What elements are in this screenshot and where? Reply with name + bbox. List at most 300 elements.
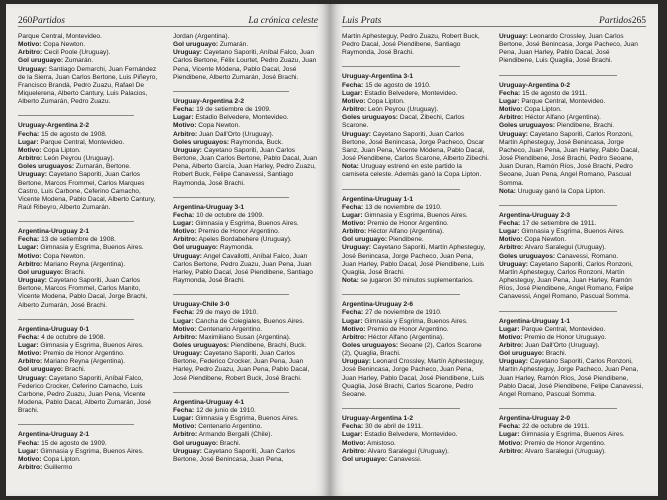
right-section-name: Partidos bbox=[599, 16, 632, 26]
detail-text: Cecil Poole (Uruguay). bbox=[44, 49, 111, 57]
detail-label: Motivo: bbox=[173, 228, 197, 236]
match-detail-line bbox=[18, 456, 163, 464]
detail-text: Parque Central, Montevideo. bbox=[40, 138, 125, 146]
match-title: Argentina-Uruguay 2-3 bbox=[499, 211, 571, 219]
match-detail-line bbox=[18, 342, 163, 350]
match-detail-line bbox=[499, 440, 646, 448]
left-running-title: La crónica celeste bbox=[248, 16, 318, 26]
detail-text: Brachi. bbox=[219, 439, 241, 447]
match-detail-line bbox=[173, 33, 318, 41]
match-detail-line bbox=[342, 114, 489, 130]
detail-label: Uruguay: bbox=[173, 447, 202, 455]
detail-label: Lugar: bbox=[342, 89, 363, 97]
match-entry bbox=[18, 122, 163, 212]
match-detail-line bbox=[342, 440, 489, 448]
detail-text: Dacal, Zibechi, Carlos Scarone. bbox=[342, 114, 465, 130]
detail-text: Zumarán. bbox=[64, 57, 94, 65]
detail-label: Uruguay: bbox=[499, 130, 528, 138]
right-page-header bbox=[342, 4, 646, 27]
detail-label: Lugar: bbox=[173, 219, 194, 227]
left-column-2 bbox=[173, 33, 318, 481]
match-detail-line bbox=[18, 334, 163, 342]
detail-label: Lugar: bbox=[173, 114, 194, 122]
detail-text: 15 de agosto de 1910. bbox=[365, 81, 431, 89]
match-detail-line bbox=[499, 33, 646, 66]
detail-label: Fecha: bbox=[499, 219, 521, 227]
match-detail-line bbox=[499, 188, 646, 196]
detail-label: Fecha: bbox=[173, 106, 195, 114]
detail-text: Premio de Honor Argentino. bbox=[43, 350, 125, 358]
match-detail-line bbox=[499, 253, 646, 261]
detail-text: Gimnasia y Esgrima, Buenos Aires. bbox=[364, 211, 468, 219]
entry-divider bbox=[342, 189, 460, 190]
detail-label: Lugar: bbox=[499, 228, 520, 236]
match-detail-line bbox=[342, 228, 489, 236]
detail-label: Arbitro: bbox=[173, 431, 198, 439]
match-entry bbox=[342, 301, 489, 399]
match-detail-line bbox=[342, 106, 489, 114]
detail-text: León Peyrou (Uruguay). bbox=[368, 106, 439, 114]
left-column-1 bbox=[18, 33, 163, 481]
match-entry bbox=[173, 98, 318, 188]
right-page bbox=[330, 4, 658, 496]
detail-label: Arbitro: bbox=[499, 114, 524, 122]
detail-text: 30 de abril de 1911. bbox=[365, 423, 423, 431]
match-detail-line bbox=[499, 244, 646, 252]
match-detail-line bbox=[342, 33, 489, 57]
detail-label: Goles uruguayos: bbox=[499, 252, 556, 260]
detail-text: Premio de Honor Uruguayo. bbox=[524, 333, 607, 341]
detail-text: Cayetano Saporiti, Martín Aphesteguy, José Benincasa, Jorge Pacheco, Juan Pena, Juan Harley, Pablo Dacal, José Piendibene, Luis Quaglia, José Brachi. bbox=[342, 244, 486, 276]
match-detail-line bbox=[18, 244, 163, 252]
detail-label: Nota: bbox=[342, 277, 359, 285]
entry-divider bbox=[173, 392, 289, 393]
match-detail-line bbox=[499, 448, 646, 456]
match-detail-line bbox=[173, 253, 318, 286]
detail-label: Uruguay: bbox=[342, 358, 371, 366]
detail-text: Cayetano Saporiti, Aníbal Falco, Juan Carlos Bertone, Félix Lourtet, Pedro Zuazu, Juan Pena, Vicente Módena, Pablo Dacal, José Piendibene, Alberto Zumarán, José Brachi. bbox=[173, 49, 317, 81]
entry-divider bbox=[18, 319, 134, 320]
detail-text: Angel Cavallotti, Aníbal Falco, Juan Carlos Bertone, Pedro Zuazu, Juan Pena, Juan Harley, Pablo Dacal, José Piendibene, Santiago Raymonda, José Brachi. bbox=[173, 252, 313, 285]
right-page-number: 265 bbox=[631, 16, 646, 26]
detail-label: Arbitro: bbox=[342, 228, 367, 236]
entry-divider bbox=[499, 205, 617, 206]
match-detail-line bbox=[342, 212, 489, 220]
detail-label: Arbitro: bbox=[18, 464, 43, 472]
detail-label: Lugar: bbox=[499, 97, 520, 105]
detail-label: Motivo: bbox=[173, 122, 197, 130]
detail-label: Motivo: bbox=[18, 252, 42, 260]
detail-text: Gimnasia y Esgrima, Buenos Aires. bbox=[195, 219, 299, 227]
detail-label: Fecha: bbox=[173, 406, 195, 414]
detail-label: Fecha: bbox=[342, 423, 364, 431]
detail-text: Cayetano Saporiti, Juan Carlos Bertone, José Benincasa, Jorge Pacheco, Oscar Sanz, Juan Pena, Vicente Módena, Pablo Dacal, José Piendibene, Carlos Scarone, Alberto Zibechi. bbox=[342, 130, 489, 163]
detail-label: Gol uruguayo: bbox=[18, 366, 64, 374]
match-detail-line bbox=[18, 131, 163, 139]
right-column-1 bbox=[342, 33, 489, 473]
detail-text: Cayetano Saporiti, Juan Carlos Bertone, Federico Crocker, Juan Pena, Juan Harley, Pedro Zuazu, Juan Pena, Pablo Dacal, José Piendibene, Robert Buck, José Brachi. bbox=[173, 350, 310, 382]
detail-label: Arbitro: bbox=[499, 342, 524, 349]
detail-label: Motivo: bbox=[499, 236, 523, 244]
detail-text: Guillermo bbox=[44, 464, 73, 472]
match-detail-line bbox=[173, 228, 318, 236]
detail-text: 12 de junio de 1910. bbox=[196, 406, 256, 414]
detail-text: Piendibene, Brachi. bbox=[556, 122, 615, 130]
detail-text: Brachi. bbox=[64, 366, 86, 374]
match-detail-line bbox=[18, 269, 163, 277]
match-title: Argentina-Uruguay 2-6 bbox=[342, 301, 414, 309]
detail-text: Alvaro Saralegui (Uruguay). bbox=[524, 447, 607, 455]
entry-divider bbox=[499, 75, 617, 76]
detail-label: Lugar: bbox=[18, 447, 39, 455]
right-column-2 bbox=[499, 33, 646, 473]
detail-label: Gol uruguayo: bbox=[173, 439, 219, 447]
match-detail-line bbox=[342, 318, 489, 326]
match-detail-line bbox=[173, 407, 318, 415]
detail-text: Parque Central, Montevideo. bbox=[521, 97, 606, 105]
detail-text: Gimnasia y Esgrima, Buenos Aires. bbox=[364, 317, 468, 325]
match-detail-line bbox=[173, 350, 318, 383]
match-title: Argentina-Uruguay 1-1 bbox=[342, 195, 414, 203]
detail-text: Mariano Reyna (Argentina). bbox=[44, 358, 126, 366]
entry-divider bbox=[342, 408, 460, 409]
detail-text: Copa Lipton. bbox=[43, 455, 81, 463]
detail-text: Héctor Alfano (Argentina). bbox=[368, 228, 444, 236]
match-detail-line bbox=[18, 139, 163, 147]
detail-text: Juan Dall'Orto (Uruguay). bbox=[525, 342, 600, 349]
match-detail-line bbox=[18, 464, 163, 472]
match-title: Argentina-Uruguay 0-1 bbox=[18, 325, 90, 333]
detail-label: Uruguay: bbox=[173, 350, 202, 358]
detail-label: Motivo: bbox=[499, 106, 523, 114]
match-detail-line bbox=[173, 49, 318, 82]
match-detail-line bbox=[173, 244, 318, 252]
match-detail-line bbox=[499, 90, 646, 98]
detail-text: Cancha de Colegiales, Buenos Aires. bbox=[195, 317, 305, 325]
match-title: Uruguay-Argentina 3-1 bbox=[342, 73, 414, 81]
detail-text: León Peyrou (Uruguay). bbox=[44, 155, 115, 163]
detail-label: Fecha: bbox=[18, 130, 40, 138]
match-entry bbox=[18, 431, 163, 472]
detail-text: Copa Newton. bbox=[43, 41, 86, 49]
detail-text: Juan Dall'Orto (Uruguay). bbox=[199, 130, 274, 138]
detail-text: Zumarán, Bertone. bbox=[75, 163, 131, 171]
match-detail-line bbox=[499, 261, 646, 302]
match-detail-line bbox=[342, 334, 489, 342]
detail-label: Motivo: bbox=[499, 333, 523, 341]
match-detail-line bbox=[18, 253, 163, 261]
match-detail-line bbox=[18, 358, 163, 366]
match-detail-line bbox=[499, 342, 646, 350]
match-detail-line bbox=[18, 171, 163, 212]
match-detail-line bbox=[173, 423, 318, 431]
match-entry bbox=[18, 326, 163, 416]
detail-label: Uruguay: bbox=[499, 358, 528, 366]
match-detail-line bbox=[499, 350, 646, 358]
detail-label: Arbitro: bbox=[18, 49, 43, 57]
match-detail-line bbox=[499, 236, 646, 244]
match-detail-line bbox=[499, 106, 646, 114]
detail-label: Fecha: bbox=[342, 203, 364, 211]
detail-label: Motivo: bbox=[18, 350, 42, 358]
left-page-columns bbox=[6, 33, 330, 481]
match-entry bbox=[499, 33, 646, 66]
detail-label: Fecha: bbox=[18, 236, 40, 244]
match-detail-line bbox=[499, 326, 646, 334]
detail-label: Lugar: bbox=[18, 244, 39, 252]
detail-text: Cayetano Saporiti, Juan Carlos Bertone, Marcos Frommel, Carlos Manito, Vicente Modena, Pablo Dacal, Jorge Brachi, Alberto Zumarán, José Brachi. bbox=[18, 277, 148, 309]
detail-label: Fecha: bbox=[173, 211, 195, 219]
match-detail-line bbox=[342, 342, 489, 358]
detail-label: Goles uruguayos: bbox=[173, 342, 230, 349]
match-detail-line bbox=[499, 114, 646, 122]
detail-text: 19 de setiembre de 1909. bbox=[196, 106, 271, 114]
match-detail-line bbox=[173, 448, 318, 464]
match-title: Argentina-Uruguay 2-0 bbox=[499, 415, 571, 423]
detail-text: 10 de octubre de 1909. bbox=[196, 211, 264, 219]
detail-label: Goles uruguayos: bbox=[342, 114, 399, 122]
match-title: Uruguay-Argentina 1-2 bbox=[342, 415, 414, 423]
match-detail-line bbox=[499, 220, 646, 228]
match-detail-line bbox=[173, 326, 318, 334]
match-detail-line bbox=[499, 228, 646, 236]
match-title: Argentina-Uruguay 2-1 bbox=[18, 228, 90, 236]
detail-text: Canavessi. bbox=[388, 455, 422, 463]
detail-label: Fecha: bbox=[342, 81, 364, 89]
match-detail-line bbox=[342, 220, 489, 228]
detail-label: Arbitro: bbox=[18, 260, 43, 268]
detail-text: Cayetano Saporiti, Carlos Ronzoni, Martín Aphesteguy, José Benincasa, Jorge Pacheco, Juan Pena, Juan Harley, Pablo Dacal, José Piendibene, José Brachi, Pedro Seoane, Juan Duran, Ramón Ríos, José Brachi, Pedro Seoane, Juan Pena, Angel Romano, Pascual Somma. bbox=[499, 130, 640, 187]
match-detail-line bbox=[173, 309, 318, 317]
detail-label: Lugar: bbox=[499, 325, 520, 333]
detail-text: Canavessi, Romano. bbox=[556, 252, 619, 260]
match-entry bbox=[18, 228, 163, 310]
match-detail-line bbox=[18, 236, 163, 244]
detail-text: Jordan (Argentina). bbox=[173, 33, 230, 40]
detail-label: Uruguay: bbox=[173, 49, 202, 57]
detail-label: Goles uruguayos: bbox=[18, 163, 75, 171]
book-spread bbox=[6, 4, 658, 496]
entry-divider bbox=[18, 115, 134, 116]
match-detail-line bbox=[499, 334, 646, 342]
detail-text: Centenario Argentino. bbox=[198, 325, 263, 333]
detail-text: Zumarán. bbox=[219, 41, 249, 49]
match-detail-line bbox=[18, 155, 163, 163]
match-detail-line bbox=[499, 131, 646, 188]
detail-label: Gol uruguayo: bbox=[173, 244, 219, 252]
match-detail-line bbox=[342, 204, 489, 212]
match-detail-line bbox=[173, 415, 318, 423]
detail-text: Cayetano Saporiti, Juan Carlos Bertone, Juan Carlos Bertone, Pablo Dacal, Juan Pena, Alberto García, Juan Harley, Pedro Zuazu, Robert Buck, Felipe Canavessi, Santiago Raymonda, José Brachi. bbox=[173, 146, 318, 187]
match-title: Argentina-Uruguay 3-1 bbox=[173, 203, 245, 211]
detail-label: Gol uruguayo: bbox=[18, 57, 64, 65]
match-entry bbox=[173, 399, 318, 464]
detail-label: Motivo: bbox=[18, 41, 42, 49]
detail-label: Arbitro: bbox=[18, 358, 43, 366]
detail-text: Copa Newton. bbox=[43, 252, 86, 260]
detail-text: Premio de Honor Argentino. bbox=[524, 439, 606, 447]
detail-text: Cayetano Saporiti, Juan Carlos Bertone, Marcos Frommel, Carlos Marques Castro, Luis Carbone, Ceferino Camacho, Vicente Modena, Pablo Dacal, Alberto Cantury, Raúl Ribeyro, Alberto Zumarán. bbox=[18, 171, 156, 211]
match-entry bbox=[342, 33, 489, 57]
match-detail-line bbox=[18, 33, 163, 41]
detail-text: Copa Newton. bbox=[524, 236, 567, 244]
entry-divider bbox=[342, 294, 460, 295]
match-detail-line bbox=[173, 212, 318, 220]
match-detail-line bbox=[342, 82, 489, 90]
match-detail-line bbox=[173, 139, 318, 147]
match-detail-line bbox=[342, 236, 489, 244]
detail-text: Amistoso. bbox=[366, 439, 396, 447]
match-entry bbox=[499, 415, 646, 456]
detail-text: Raymonda. bbox=[219, 244, 254, 252]
detail-text: 15 de agosto de 1908. bbox=[41, 130, 107, 138]
detail-label: Uruguay: bbox=[18, 374, 47, 382]
detail-label: Arbitro: bbox=[342, 447, 367, 455]
match-detail-line bbox=[173, 318, 318, 326]
match-title: Argentina-Uruguay 2-1 bbox=[18, 431, 90, 439]
match-detail-line bbox=[173, 236, 318, 244]
match-entry bbox=[499, 212, 646, 302]
match-detail-line bbox=[173, 440, 318, 448]
detail-label: Uruguay: bbox=[173, 252, 202, 260]
detail-text: Santiago Demarchi, Juan Fernández de la Sierra, Juan Carlos Bertone, Luis Piñeyro, Francisco Brandá, Pedro Zuazu, Rafael De Miquelerena, Alberto Cantury, Luis Palacios, Alberto Zumarán, Pedro Zuazu. bbox=[18, 65, 158, 106]
detail-text: Gimnasia y Esgrima, Buenos Aires. bbox=[40, 342, 144, 349]
detail-text: Héctor Alfano (Argentina). bbox=[368, 333, 444, 341]
detail-label: Gol uruguayo: bbox=[342, 455, 388, 463]
detail-label: Arbitro: bbox=[173, 236, 198, 244]
detail-text: Cayetano Saporiti, Juan Carlos Bertone, José Benincasa, Juan Pena, bbox=[173, 447, 296, 463]
match-detail-line bbox=[18, 147, 163, 155]
detail-label: Uruguay: bbox=[342, 244, 371, 252]
match-detail-line bbox=[18, 49, 163, 57]
detail-label: Arbitro: bbox=[499, 244, 524, 252]
entry-divider bbox=[499, 408, 617, 409]
detail-text: Raymonda, Buck. bbox=[230, 138, 283, 146]
match-detail-line bbox=[18, 350, 163, 358]
detail-text: Parque Central, Montevideo. bbox=[18, 33, 102, 40]
entry-divider bbox=[173, 294, 289, 295]
detail-label: Gol uruguayo: bbox=[173, 41, 219, 49]
detail-label: Motivo: bbox=[342, 325, 366, 333]
detail-text: Piendibene. bbox=[388, 236, 424, 244]
detail-label: Arbitro: bbox=[18, 155, 43, 163]
detail-text: Estadio Belvedere, Montevideo. bbox=[364, 431, 458, 439]
match-detail-line bbox=[342, 163, 489, 179]
match-detail-line bbox=[18, 41, 163, 49]
match-detail-line bbox=[342, 431, 489, 439]
left-page bbox=[6, 4, 330, 496]
detail-text: Premio de Honor Argentino. bbox=[367, 325, 449, 333]
match-detail-line bbox=[342, 90, 489, 98]
detail-label: Arbitro: bbox=[342, 333, 367, 341]
match-detail-line bbox=[499, 122, 646, 130]
detail-label: Uruguay: bbox=[342, 130, 371, 138]
left-page-number-section bbox=[18, 16, 65, 26]
detail-text: Cayetano Saporiti, Carlos Ronzoni, Martín Aphesteguy, Carlos Ronzoni, Martín Aphesteguy, Juan Pena, Juan Harley, Ramón Ríos, José Piendibene, Angel Romano, Felipe Canavessi, Angel Romano, Pascual Somma. bbox=[499, 260, 634, 301]
detail-label: Goles uruguayos: bbox=[173, 138, 230, 146]
match-detail-line bbox=[18, 261, 163, 269]
detail-label: Motivo: bbox=[173, 423, 197, 431]
detail-text: Seoane (2), Carlos Scarone (2), Quaglia, Brachi. bbox=[342, 342, 482, 358]
detail-text: Uruguay ganó la Copa Lipton. bbox=[517, 187, 606, 195]
detail-label: Uruguay: bbox=[18, 277, 47, 285]
entry-divider bbox=[18, 424, 134, 425]
match-entry bbox=[499, 318, 646, 400]
match-detail-line bbox=[342, 131, 489, 164]
detail-label: Uruguay: bbox=[499, 33, 528, 40]
detail-label: Lugar: bbox=[342, 317, 363, 325]
detail-text: Piendibene, Brachi, Buck. bbox=[230, 342, 307, 349]
detail-text: se jugaron 30 minutos suplementarios. bbox=[360, 277, 474, 285]
match-title: Argentina-Uruguay 1-1 bbox=[499, 317, 571, 325]
left-section-name: Partidos bbox=[32, 16, 65, 26]
detail-label: Motivo: bbox=[342, 439, 366, 447]
right-running-title: Luis Prats bbox=[342, 16, 382, 26]
match-detail-line bbox=[18, 163, 163, 171]
detail-text: 15 de agosto de 1909. bbox=[41, 439, 107, 447]
detail-label: Lugar: bbox=[18, 138, 39, 146]
detail-label: Gol uruguayo: bbox=[342, 236, 388, 244]
detail-label: Motivo: bbox=[173, 325, 197, 333]
detail-label: Lugar: bbox=[499, 431, 520, 439]
detail-text: 17 de setiembre de 1911. bbox=[522, 219, 597, 227]
match-detail-line bbox=[173, 114, 318, 122]
detail-text: Copa Lipton. bbox=[524, 106, 562, 114]
match-detail-line bbox=[173, 334, 318, 342]
detail-text: Gimnasia y Esgrima, Buenos Aires. bbox=[40, 244, 144, 252]
match-title: Uruguay-Argentina 0-2 bbox=[499, 81, 571, 89]
detail-label: Goles uruguayos: bbox=[499, 122, 556, 130]
detail-text: 13 de noviembre de 1910. bbox=[365, 203, 442, 211]
match-title: Argentina-Uruguay 4-1 bbox=[173, 398, 245, 406]
detail-label: Lugar: bbox=[18, 342, 39, 349]
match-detail-line bbox=[18, 277, 163, 310]
detail-text: 4 de octubre de 1908. bbox=[41, 333, 106, 341]
detail-text: Maximiliano Susan (Argentina). bbox=[199, 333, 291, 341]
detail-label: Nota: bbox=[499, 187, 516, 195]
detail-label: Arbitro: bbox=[173, 130, 198, 138]
entry-divider bbox=[18, 221, 134, 222]
match-detail-line bbox=[499, 98, 646, 106]
match-detail-line bbox=[342, 326, 489, 334]
match-detail-line bbox=[173, 106, 318, 114]
match-detail-line bbox=[18, 66, 163, 107]
detail-text: Estadio Belvedere, Montevideo. bbox=[364, 89, 458, 97]
detail-text: Premio de Honor Argentino. bbox=[198, 228, 280, 236]
detail-label: Lugar: bbox=[173, 415, 194, 423]
match-detail-line bbox=[173, 131, 318, 139]
detail-text: Premio de Honor Argentino. bbox=[367, 219, 449, 227]
match-entry bbox=[499, 82, 646, 196]
detail-label: Motivo: bbox=[342, 97, 366, 105]
match-detail-line bbox=[499, 358, 646, 399]
entry-divider bbox=[173, 91, 289, 92]
match-detail-line bbox=[173, 431, 318, 439]
detail-label: Motivo: bbox=[342, 219, 366, 227]
entry-divider bbox=[499, 311, 617, 312]
detail-text: 27 de noviembre de 1910. bbox=[365, 309, 442, 317]
match-detail-line bbox=[173, 41, 318, 49]
match-detail-line bbox=[342, 98, 489, 106]
detail-text: Cayetano Saporiti, Aníbal Falco, Federico Crocker, Ceferino Camacho, Luis Carbone, Pedro Zuazu, Juan Pena, Vicente Modena, Pablo Dacal, Alberto Zumarán, José Brachi. bbox=[18, 374, 152, 415]
detail-text: Cayetano Saporiti, Carlos Ronzoni, Martín Aphesteguy, Jorge Pacheco, Juan Pena, Juan Harley, Ramón Ríos, José Piendibene, Pablo Dacal, José Piendibene, Felipe Canavessi, Angel Romano, Pascual Somma. bbox=[499, 358, 644, 398]
right-page-columns bbox=[330, 33, 658, 473]
match-detail-line bbox=[18, 440, 163, 448]
detail-label: Fecha: bbox=[173, 309, 195, 317]
detail-text: Copa Lipton. bbox=[367, 97, 405, 105]
detail-text: Leonardo Crossley, Juan Carlos Bertone, José Benincasa, Jorge Pacheco, Juan Pena, Juan Harley, Pablo Dacal, José Piendibene, Luis Quaglia, José Brachi. bbox=[499, 33, 638, 65]
detail-text: Armando Bergalli (Chile). bbox=[198, 431, 273, 439]
